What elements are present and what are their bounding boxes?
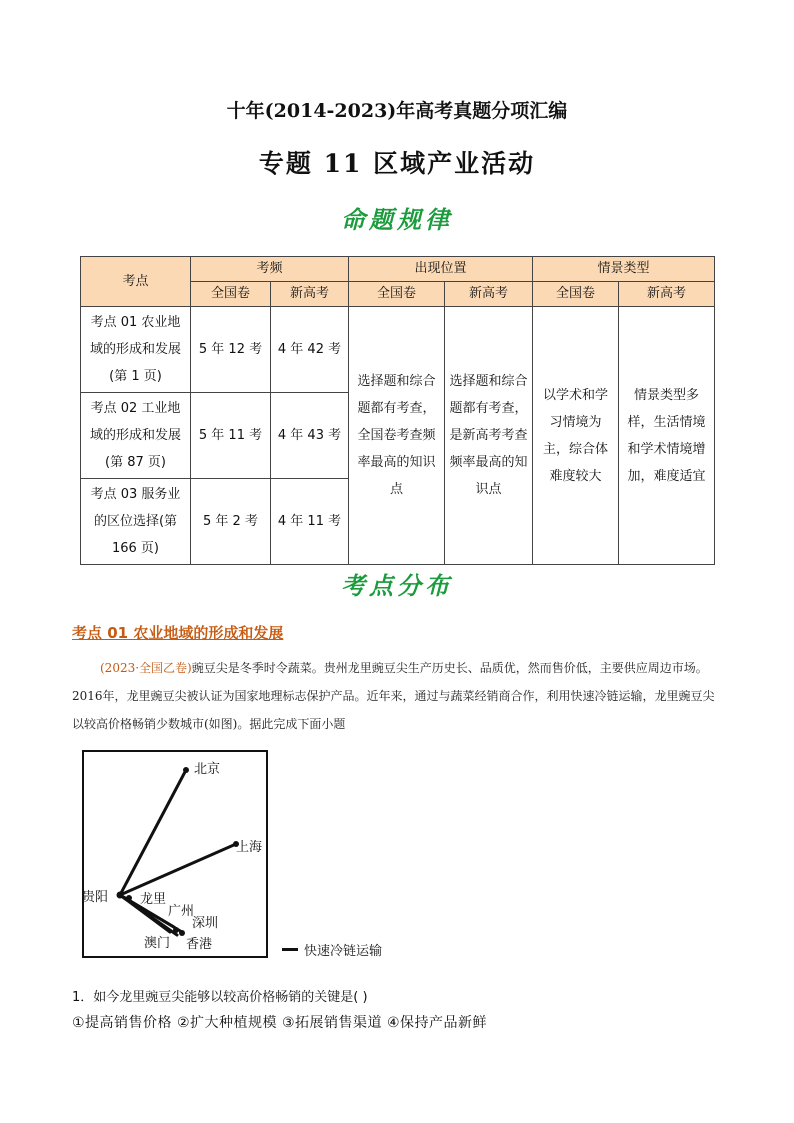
topic-cell: 考点 03 服务业的区位选择(第 166 页) <box>81 479 191 565</box>
section-heading-rules: 命题规律 <box>341 205 453 234</box>
route-shanghai <box>120 844 236 895</box>
freq-national-cell: 5 年 2 考 <box>191 479 271 565</box>
rules-table <box>80 256 715 565</box>
header-scene: 情景类型 <box>533 257 715 282</box>
city-dot-longli <box>126 895 132 901</box>
header-position: 出现位置 <box>349 257 533 282</box>
scene-national-cell: 以学术和学习情境为主，综合体难度较大 <box>533 307 619 565</box>
section-heading-distribution: 考点分布 <box>341 571 453 600</box>
label-beijing: 北京 <box>194 762 221 777</box>
freq-new-cell: 4 年 11 考 <box>271 479 349 565</box>
label-macau: 澳门 <box>144 936 171 951</box>
legend-line-icon <box>282 948 298 951</box>
city-dot-guiyang <box>117 892 124 899</box>
legend-label: 快速冷链运输 <box>304 944 383 959</box>
subheader-national: 全国卷 <box>349 282 445 307</box>
header-frequency: 考频 <box>191 257 349 282</box>
question-source: (2023·全国乙卷) <box>100 661 192 675</box>
freq-new-cell: 4 年 43 考 <box>271 393 349 479</box>
question-paragraph: 豌豆尖是冬季时令蔬菜。贵州龙里豌豆尖生产历史长、品质优，然而售价低，主要供应周边市场。2016年，龙里豌豆尖被认证为国家地理标志保护产品。近年来，通过与蔬菜经销商合作，利用快速冷链运输，龙里豌豆尖以较高价格畅销少数城市(如图)。据此完成下面小题 <box>72 661 715 731</box>
label-guiyang: 贵阳 <box>82 890 109 905</box>
document-subtitle: 专题 11 区域产业活动 <box>258 149 536 178</box>
position-new-cell: 选择题和综合题都有考查，是新高考考查频率最高的知识点 <box>445 307 533 565</box>
table-row <box>81 307 715 393</box>
route-beijing <box>120 770 186 895</box>
label-shanghai: 上海 <box>236 840 263 855</box>
subheader-new: 新高考 <box>445 282 533 307</box>
document-title: 十年(2014-2023)年高考真题分项汇编 <box>226 100 568 122</box>
label-hongkong: 香港 <box>186 937 213 952</box>
question-options: ①提高销售价格 ②扩大种植规模 ③拓展销售渠道 ④保持产品新鲜 <box>72 1015 488 1031</box>
header-kaodian: 考点 <box>81 257 191 307</box>
label-longli: 龙里 <box>140 892 167 907</box>
subheader-national: 全国卷 <box>533 282 619 307</box>
city-dot-guangzhou <box>173 927 179 933</box>
subheader-new: 新高考 <box>619 282 715 307</box>
freq-new-cell: 4 年 42 考 <box>271 307 349 393</box>
position-national-cell: 选择题和综合题都有考查，全国卷考查频率最高的知识点 <box>349 307 445 565</box>
city-dot-shenzhen <box>179 930 185 936</box>
freq-national-cell: 5 年 11 考 <box>191 393 271 479</box>
city-dot-beijing <box>183 767 189 773</box>
map-legend <box>282 940 382 959</box>
subheader-national: 全国卷 <box>191 282 271 307</box>
topic-cell: 考点 02 工业地域的形成和发展(第 87 页) <box>81 393 191 479</box>
label-shenzhen: 深圳 <box>192 916 219 931</box>
scene-new-cell: 情景类型多样，生活情境和学术情境增加，难度适宜 <box>619 307 715 565</box>
topic-cell: 考点 01 农业地域的形成和发展(第 1 页) <box>81 307 191 393</box>
subheader-new: 新高考 <box>271 282 349 307</box>
question-text: 1．如今龙里豌豆尖能够以较高价格畅销的关键是( ) <box>72 990 368 1005</box>
label-guangzhou: 广州 <box>168 904 195 919</box>
freq-national-cell: 5 年 12 考 <box>191 307 271 393</box>
topic-title: 考点 01 农业地域的形成和发展 <box>72 624 284 642</box>
question-stem <box>72 654 722 738</box>
map-routes <box>84 752 270 960</box>
distribution-map <box>82 750 268 958</box>
